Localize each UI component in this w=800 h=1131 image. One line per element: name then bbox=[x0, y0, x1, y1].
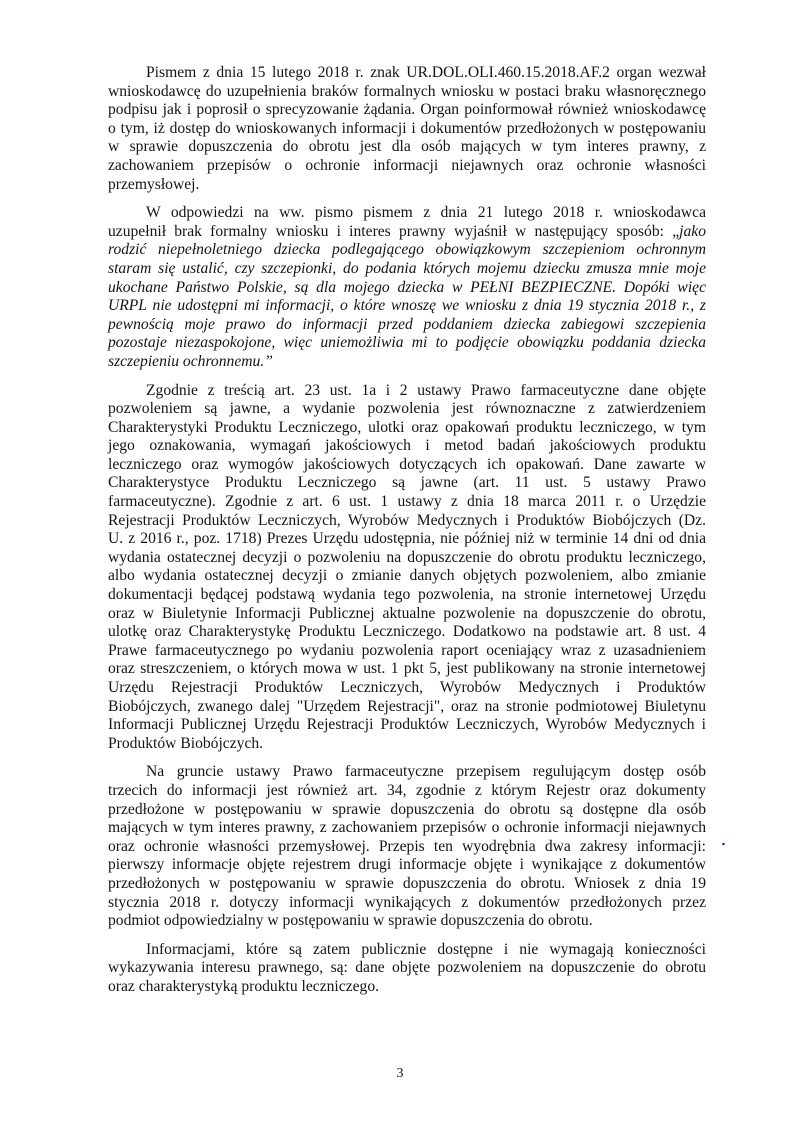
text-line: oraz ochronie własności przemysłowej. Przepis ten wyodrębnia dwa zakresy informacji: bbox=[108, 837, 706, 855]
quote-line: pozostaje niezaspokojone, więc uniemożliwia mi to podjęcie obowiązku poddania dziecka bbox=[108, 334, 706, 352]
paragraph-pharma-law bbox=[108, 382, 706, 754]
text-line: farmaceutyczne). Zgodnie z art. 6 ust. 1 ustawy z dnia 18 marca 2011 r. o Urzędzie bbox=[108, 493, 706, 511]
text-line: trzecich do informacji jest również art. 34, zgodnie z którym Rejestr oraz dokumenty bbox=[108, 781, 706, 799]
quote-line: URPL nie udostępni mi informacji, o które wnoszę we wniosku z dnia 19 stycznia 2018 r., z bbox=[108, 297, 706, 315]
text-line bbox=[108, 223, 706, 242]
text-line: przedłożonych w postępowaniu w sprawie dopuszczenia do obrotu. Wniosek z dnia 19 bbox=[108, 874, 706, 892]
text-line: wykazywania interesu prawnego, są: dane objęte pozwoleniem na dopuszczenie do obrotu bbox=[108, 959, 706, 977]
text-line: o tym, iż dostęp do wnioskowanych informacji i dokumentów przedłożonych w postępowaniu bbox=[108, 119, 706, 137]
text-line: oraz charakterystyką produktu leczniczego. bbox=[108, 977, 380, 995]
text-line: Pismem z dnia 15 lutego 2018 r. znak UR.DOL.OLI.460.15.2018.AF.2 organ wezwał bbox=[146, 64, 706, 81]
document-body bbox=[108, 64, 706, 1007]
text-line: Na gruncie ustawy Prawo farmaceutyczne przepisem regulującym dostęp osób bbox=[146, 763, 706, 781]
text-line: w sprawie dopuszczenia do obrotu jest dla osób mających w tym interes prawny, z bbox=[108, 138, 706, 156]
text-line: Charakterystyki Produktu Leczniczego, ulotki oraz opakowań produktu leczniczego, w tym bbox=[108, 418, 706, 436]
text-line: zachowaniem przepisów o ochronie informacji niejawnych oraz ochronie własności bbox=[108, 156, 706, 174]
text-line: Zgodnie z treścią art. 23 ust. 1a i 2 ustawy Prawo farmaceutyczne dane objęte bbox=[146, 381, 706, 399]
quote-line: szczepieniu ochronnemu.” bbox=[108, 352, 273, 370]
text-line: oraz streszczeniem, o których mowa w ust. 1 pkt 5, jest publikowany na stronie internetowej bbox=[108, 660, 706, 678]
text-line: leczniczego oraz wymogów jakościowych dotyczących ich opakowań. Dane zawarte w bbox=[108, 455, 706, 473]
text-line: Rejestracji Produktów Leczniczych, Wyrobów Medycznych i Produktów Biobójczych (Dz. bbox=[108, 511, 706, 529]
paragraph-summons bbox=[108, 64, 706, 194]
page-number: 3 bbox=[396, 1066, 404, 1081]
text-line: Urzędu Rejestracji Produktów Leczniczych, Wyrobów Medycznych i Produktów bbox=[108, 679, 706, 696]
text-line: przedłożone w postępowaniu w sprawie dopuszczenia do obrotu są dostępne dla osób bbox=[108, 800, 706, 818]
text-line: pierwszy informacje objęte rejestrem drugi informacje objęte i wynikające z dokumentów bbox=[108, 856, 706, 874]
text-line: dokumentacji będącej podstawą wydania tego pozwolenia, na stronie internetowej Urzędu bbox=[108, 586, 706, 604]
text-line: Biobójczych, zwanego dalej "Urzędem Rejestracji", oraz na stronie podmiotowej Biuletynu bbox=[108, 697, 706, 715]
paragraph-art-34 bbox=[108, 763, 706, 930]
quote-line: staram się ustalić, czy szczepionki, do podania których mojemu dziecku zmusza mnie moje bbox=[108, 259, 706, 277]
text-line: Produktów Biobójczych. bbox=[108, 734, 264, 752]
text-line: W odpowiedzi na ww. pismo pismem z dnia 21 lutego 2018 r. wnioskodawca bbox=[146, 204, 706, 222]
quote-start: jako bbox=[679, 222, 706, 240]
text-line: jego oznakowania, wymagań jakościowych i metod badań jakościowych produktu bbox=[108, 437, 706, 455]
text-line: wnioskodawcę do uzupełnienia braków formalnych wniosku w postaci braku własnoręcznego bbox=[108, 82, 706, 100]
text-line: ulotkę oraz Charakterystykę Produktu Leczniczego. Dodatkowo na podstawie art. 8 ust. 4 bbox=[108, 623, 706, 641]
text-line: pozwoleniem są jawne, a wydanie pozwolenia jest równoznaczne z zatwierdzeniem bbox=[108, 400, 706, 418]
text-line: przemysłowej. bbox=[108, 175, 200, 193]
paragraph-applicant-response bbox=[108, 204, 706, 371]
text-line: Informacjami, które są zatem publicznie dostępne i nie wymagają konieczności bbox=[146, 940, 706, 958]
quote-line: pewnością moje prawo do informacji przed poddaniem dziecka zabiegowi szczepienia bbox=[108, 315, 706, 333]
quote-line: rodzić niepełnoletniego dziecka podlegającego obowiązkowym szczepieniom ochronnym bbox=[108, 241, 706, 259]
quote-line: ukochane Państwo Polskie, są dla mojego dziecka w PEŁNI BEZPIECZNE. Dopóki więc bbox=[108, 278, 706, 296]
text-line: podmiot odpowiedzialny w postępowaniu w sprawie dopuszczenia do obrotu. bbox=[108, 912, 593, 930]
text-line: Charakterystyce Produktu Leczniczego są jawne (art. 11 ust. 5 ustawy Prawo bbox=[108, 474, 706, 492]
text-line: mających w tym interes prawny, z zachowaniem przepisów o ochronie informacji niejawnych bbox=[108, 819, 706, 837]
text-line: albo wydania ostatecznej decyzji o zmianie danych objętych pozwoleniem, albo zmianie bbox=[108, 567, 706, 585]
paragraph-public-info bbox=[108, 941, 706, 997]
text-line-prefix: uzupełnił brak formalny wniosku i interes prawny wyjaśnił w następujący sposób: „ bbox=[108, 222, 680, 240]
text-line: Informacji Publicznej Urzędu Rejestracji Produktów Leczniczych, Wyrobów Medycznych i bbox=[108, 716, 706, 734]
text-line: wydania ostatecznej decyzji o pozwoleniu na dopuszczenie do obrotu produktu leczniczego, bbox=[108, 548, 706, 566]
text-line: Prawe farmaceutycznego po wydaniu pozwolenia raport oceniający wraz z uzasadnieniem bbox=[108, 641, 706, 659]
text-line: stycznia 2018 r. dotyczy informacji wynikających z dokumentów przedłożonych przez bbox=[108, 893, 706, 911]
text-line: podpisu jak i poprosił o sprecyzowanie żądania. Organ poinformował również wnioskodawcę bbox=[108, 101, 706, 119]
text-line: U. z 2016 r., poz. 1718) Prezes Urzędu udostępnia, nie później niż w terminie 14 dni od dnia bbox=[108, 530, 706, 548]
text-line: oraz w Biuletynie Informacji Publicznej aktualne pozwolenie na dopuszczenie do obrotu, bbox=[108, 604, 706, 622]
scan-artifact-mark bbox=[722, 842, 726, 845]
